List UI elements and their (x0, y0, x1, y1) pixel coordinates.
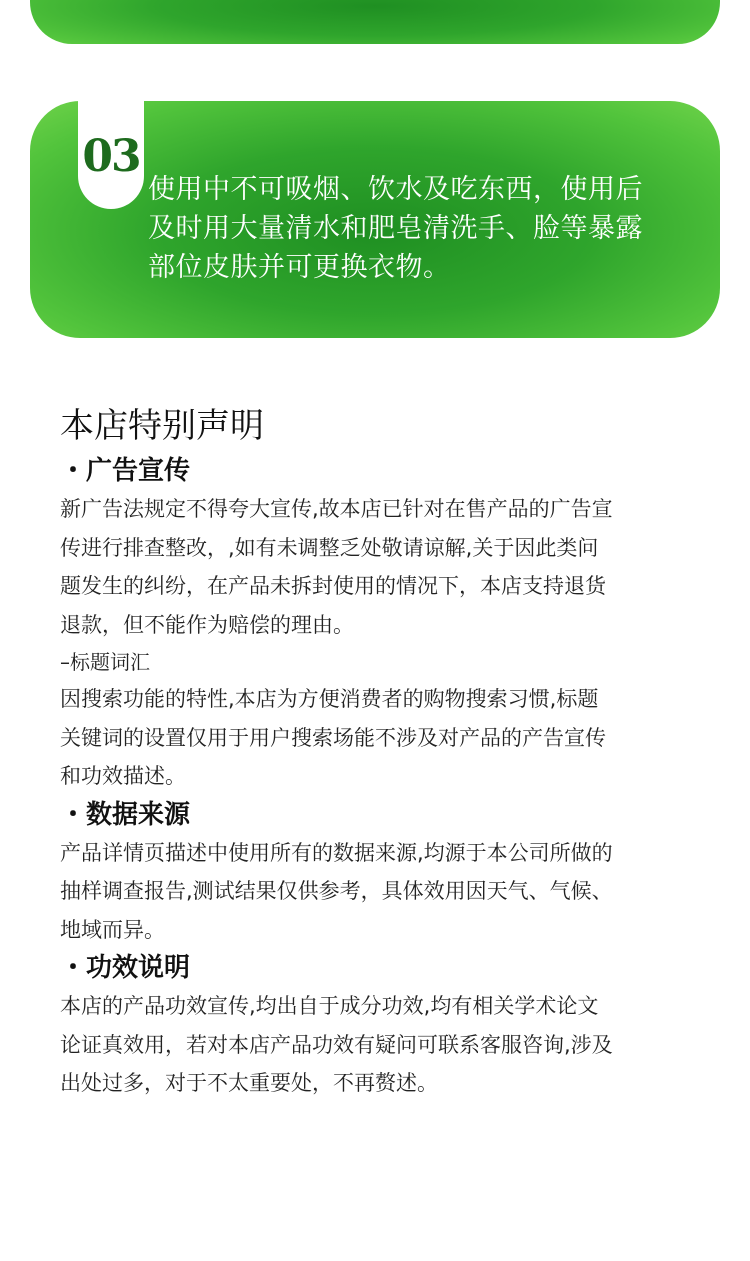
step-number: 03 (82, 131, 140, 182)
section-line: 退款，但不能作为赔偿的理由。 (60, 612, 354, 637)
notice-section-title-keywords (60, 644, 700, 796)
section-line: 因搜索功能的特性,本店为方便消费者的购物搜索习惯,标题 (60, 687, 599, 711)
step-03-text (148, 170, 700, 287)
step-03-line: 使用中不可吸烟、饮水及吃东西，使用后 (148, 174, 643, 205)
step-03-line: 及时用大量清水和肥皂清洗手、脸等暴露 (148, 213, 643, 244)
section-heading: ・广告宣传 (60, 456, 191, 486)
notice-title: 本店特别声明 (60, 406, 264, 446)
section-line: 传进行排查整改，,如有未调整乏处敬请谅解,关于因此类问 (60, 535, 599, 560)
section-line: 和功效描述。 (60, 764, 186, 788)
section-heading: –标题词汇 (60, 650, 150, 674)
section-line: 产品详情页描述中使用所有的数据来源,均源于本公司所做的 (60, 840, 613, 865)
step-03-panel (30, 101, 720, 338)
section-line: 关键词的设置仅用于用户搜索场能不涉及对产品的产告宣传 (60, 725, 606, 750)
notice-section-advertising (60, 452, 700, 644)
step-number-tab (78, 101, 144, 209)
section-line: 本店的产品功效宣传,均出自于成分功效,均有相关学术论文 (60, 994, 599, 1018)
notice-section-efficacy (60, 949, 700, 1103)
section-line: 论证真效用，若对本店产品功效有疑问可联系客服咨询,涉及 (60, 1032, 613, 1057)
section-line: 地域而异。 (60, 917, 165, 942)
section-heading: ・数据来源 (60, 799, 191, 830)
notice-section-data-source (60, 796, 700, 950)
step-03-line: 部位皮肤并可更换衣物。 (148, 252, 451, 283)
section-line: 出处过多，对于不太重要处，不再赘述。 (60, 1071, 438, 1095)
section-line: 题发生的纠纷，在产品未拆封使用的情况下，本店支持退货 (60, 574, 606, 598)
previous-step-panel (30, 0, 720, 44)
section-line: 抽样调查报告,测试结果仅供参考，具体效用因天气、气候、 (60, 879, 613, 903)
section-line: 新广告法规定不得夸大宣传,故本店已针对在售产品的广告宣 (60, 497, 613, 521)
section-heading: ・功效说明 (60, 953, 191, 983)
store-notice (60, 400, 700, 1103)
